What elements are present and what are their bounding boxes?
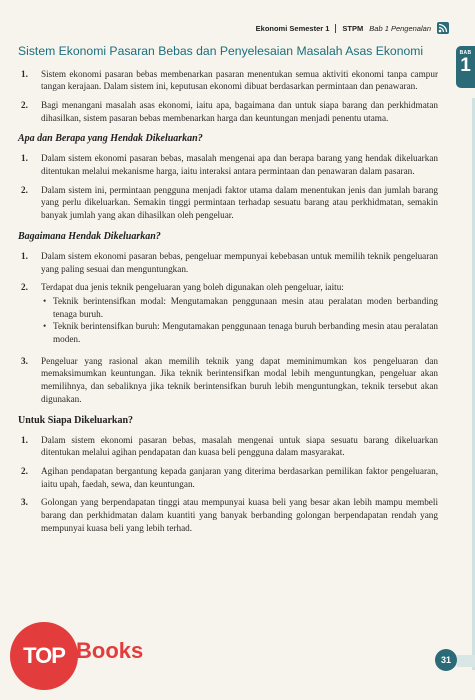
bullet-icon: • — [43, 295, 47, 306]
chapter-side-tab — [456, 46, 475, 88]
item-text: Dalam sistem ini, permintaan pengguna menjadi faktor utama dalam menentukan jenis dan jumlah barang yang perlu dikeluarkan. Semakin tinggi permintaan terhadap sesuatu barang atau perkhidmatan, semakin banyak jumlah yang akan dihasilkan oleh pengeluar. — [41, 184, 438, 221]
item-text: Golongan yang berpendapatan tinggi atau mempunyai kuasa beli yang besar akan lebih mampu membeli barang dan perkhidmatan dalam kuantiti yang banyak berbanding golongan berpendapatan rendah yang mempunyai kuasa beli yang lebih terhad. — [41, 497, 438, 533]
watermark-logo — [10, 618, 190, 690]
item-text: Pengeluar yang rasional akan memilih teknik yang dapat meminimumkan kos pengeluaran dan memaksimumkan keuntungan. Jika teknik berintensifkan modal lebih menguntungkan, pengeluar akan memilihnya, dan sebaliknya jika teknik berintensifkan buruh lebih menguntungkan, teknik tersebut akan digunakan. — [41, 355, 438, 404]
list-item — [18, 152, 438, 177]
bullet-item — [43, 295, 438, 320]
list-item — [18, 434, 438, 459]
list-item — [18, 250, 438, 275]
book-title: Ekonomi Semester 1 — [255, 23, 330, 33]
header-divider — [335, 24, 336, 33]
list-item — [18, 355, 438, 406]
item-number: 1. — [21, 68, 28, 79]
item-number: 2. — [21, 282, 28, 293]
item-number: 3. — [21, 497, 28, 508]
side-tab-label: BAB — [459, 50, 472, 56]
item-body — [41, 281, 438, 349]
item-text: Sistem ekonomi pasaran bebas membenarkan pasaran menentukan semua aktiviti ekonomi tanpa campur tangan kerajaan. Dalam sistem ini, keputusan ekonomi dibuat berdasarkan permintaan dan penawaran. — [41, 68, 438, 92]
item-number: 2. — [21, 99, 28, 110]
page-content — [18, 44, 438, 542]
list-item — [18, 99, 438, 124]
watermark-text: Books — [76, 638, 144, 663]
bullet-text: Teknik berintensifkan modal: Mengutamakan penggunaan mesin atau peralatan moden berbanding tenaga buruh. — [53, 295, 438, 319]
bullet-icon: • — [43, 321, 47, 332]
watermark-circle: TOP — [10, 622, 78, 690]
page-number-tab — [457, 655, 475, 667]
heading-siapa: Untuk Siapa Dikeluarkan? — [18, 414, 134, 426]
intro-list — [18, 68, 438, 125]
list-item — [18, 68, 438, 93]
item-text: Bagi menangani masalah asas ekonomi, iaitu apa, bagaimana dan untuk siapa barang dan perkhidmatan dihasilkan, sistem pasaran bebas membenarkan harga dan keuntungan menjadi penentu utama. — [41, 99, 438, 123]
bullet-text: Teknik berintensifkan buruh: Mengutamakan penggunaan tenaga buruh berbanding mesin atau peralatan moden. — [53, 321, 438, 345]
item-number: 1. — [21, 434, 28, 445]
item-number: 1. — [21, 153, 28, 164]
list-item — [18, 184, 438, 222]
siapa-list — [18, 434, 438, 535]
item-text: Dalam sistem ekonomi pasaran bebas, masalah mengenai apa dan berapa barang yang hendak dikeluarkan ditentukan melalui mekanisme harga, iaitu interaksi antara permintaan dan penawaran dalam pasaran. — [41, 153, 438, 177]
heading-bagaimana: Bagaimana Hendak Dikeluarkan? — [18, 230, 161, 242]
item-text: Agihan pendapatan bergantung kepada ganjaran yang diterima berdasarkan pemilikan faktor pengeluaran, iaitu upah, faedah, sewa, dan keuntungan. — [41, 465, 438, 489]
bullet-item — [43, 320, 438, 345]
section-title: Sistem Ekonomi Pasaran Bebas dan Penyelesaian Masalah Asas Ekonomi — [18, 44, 424, 58]
page-header — [240, 20, 449, 36]
item-number: 2. — [21, 184, 28, 195]
item-text: Dalam sistem ekonomi pasaran bebas, pengeluar mempunyai kebebasan untuk memilih teknik pengeluaran yang paling sesuai dan menguntungkan. — [41, 250, 438, 274]
chapter-label: Bab 1 Pengenalan — [369, 23, 431, 33]
level-label: STPM — [342, 23, 364, 33]
side-tab-number: 1 — [460, 55, 471, 76]
item-number: 2. — [21, 465, 28, 476]
rss-icon — [437, 22, 449, 34]
list-item — [18, 281, 438, 349]
bagaimana-list — [18, 250, 438, 406]
page-number: 31 — [435, 649, 457, 671]
item-number: 1. — [21, 250, 28, 261]
heading-apa: Apa dan Berapa yang Hendak Dikeluarkan? — [18, 133, 203, 145]
bullet-list — [41, 295, 438, 346]
item-text: Dalam sistem ekonomi pasaran bebas, masalah mengenai untuk siapa sesuatu barang dikeluarkan ditentukan melalui agihan pendapatan dan kuasa beli pengguna dalam masyarakat. — [41, 434, 438, 458]
item-text: Terdapat dua jenis teknik pengeluaran yang boleh digunakan oleh pengeluar, iaitu: — [41, 282, 344, 293]
apa-list — [18, 152, 438, 222]
list-item — [18, 496, 438, 534]
item-number: 3. — [21, 355, 28, 366]
list-item — [18, 465, 438, 490]
